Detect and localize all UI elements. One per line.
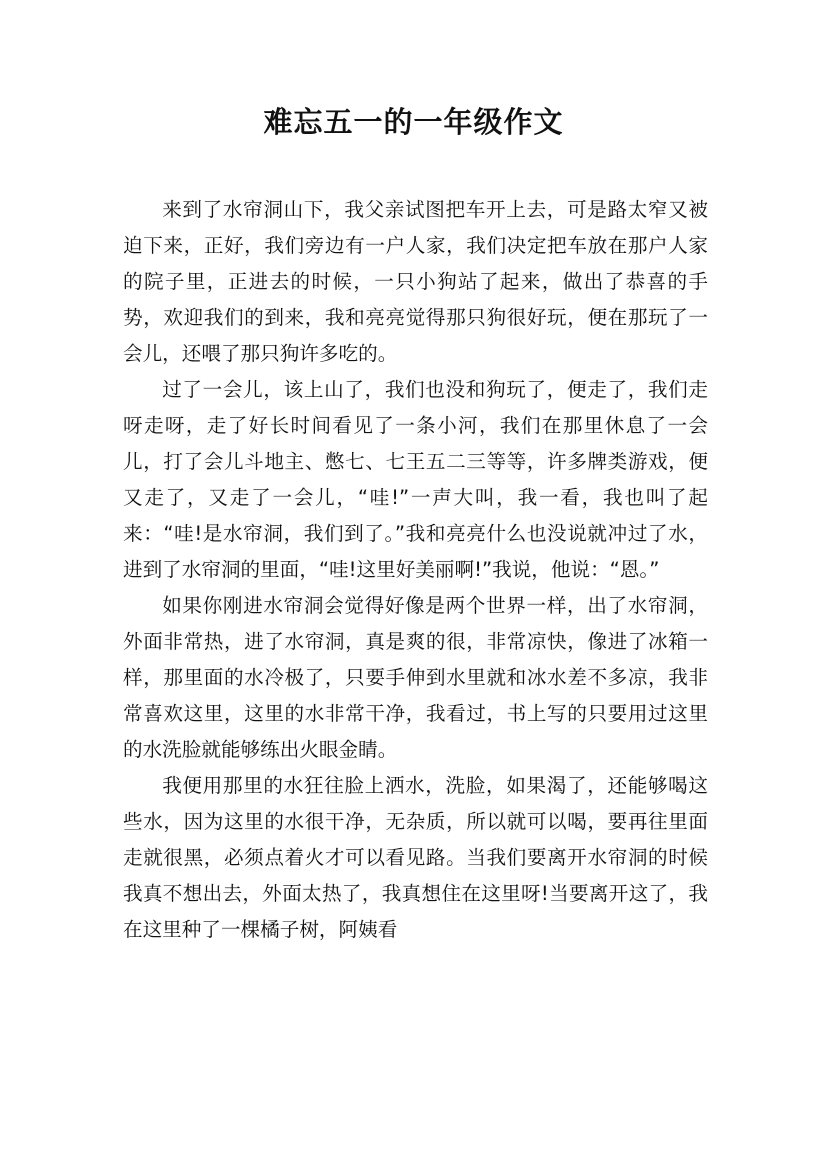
- paragraph-4: 我便用那里的水狂往脸上洒水，洗脸，如果渴了，还能够喝这些水，因为这里的水很干净，无杂质，所以就可以喝，要再往里面走就很黑，必须点着火才可以看见路。当我们要离开水帘洞的时候我真不想出去，外面太热了，我真想住在这里呀!当要离开这了，我在这里种了一棵橘子树，阿姨看: [123, 774, 708, 941]
- paragraph-2: 过了一会儿，该上山了，我们也没和狗玩了，便走了，我们走呀走呀，走了好长时间看见了一条小河，我们在那里休息了一会儿，打了会儿斗地主、憋七、七王五二三等等，许多牌类游戏，便又走了，又走了一会儿，“哇!”一声大叫，我一看，我也叫了起来：“哇!是水帘洞，我们到了。”我和亮亮什么也没说就冲过了水，进到了水帘洞的里面，“哇!这里好美丽啊!”我说，他说：“恩。”: [123, 378, 708, 581]
- document-body: [123, 192, 708, 948]
- paragraph-3: 如果你刚进水帘洞会觉得好像是两个世界一样，出了水帘洞，外面非常热，进了水帘洞，真是爽的很，非常凉快，像进了冰箱一样，那里面的水冷极了，只要手伸到水里就和冰水差不多凉，我非常喜欢这里，这里的水非常干净，我看过，书上写的只要用过这里的水洗脸就能够练出火眼金睛。: [123, 594, 708, 761]
- paragraph-1: 来到了水帘洞山下，我父亲试图把车开上去，可是路太窄又被迫下来，正好，我们旁边有一户人家，我们决定把车放在那户人家的院子里，正进去的时候，一只小狗站了起来，做出了恭喜的手势，欢迎我们的到来，我和亮亮觉得那只狗很好玩，便在那玩了一会儿，还喂了那只狗许多吃的。: [123, 198, 708, 365]
- document-title: 难忘五一的一年级作文: [263, 105, 564, 139]
